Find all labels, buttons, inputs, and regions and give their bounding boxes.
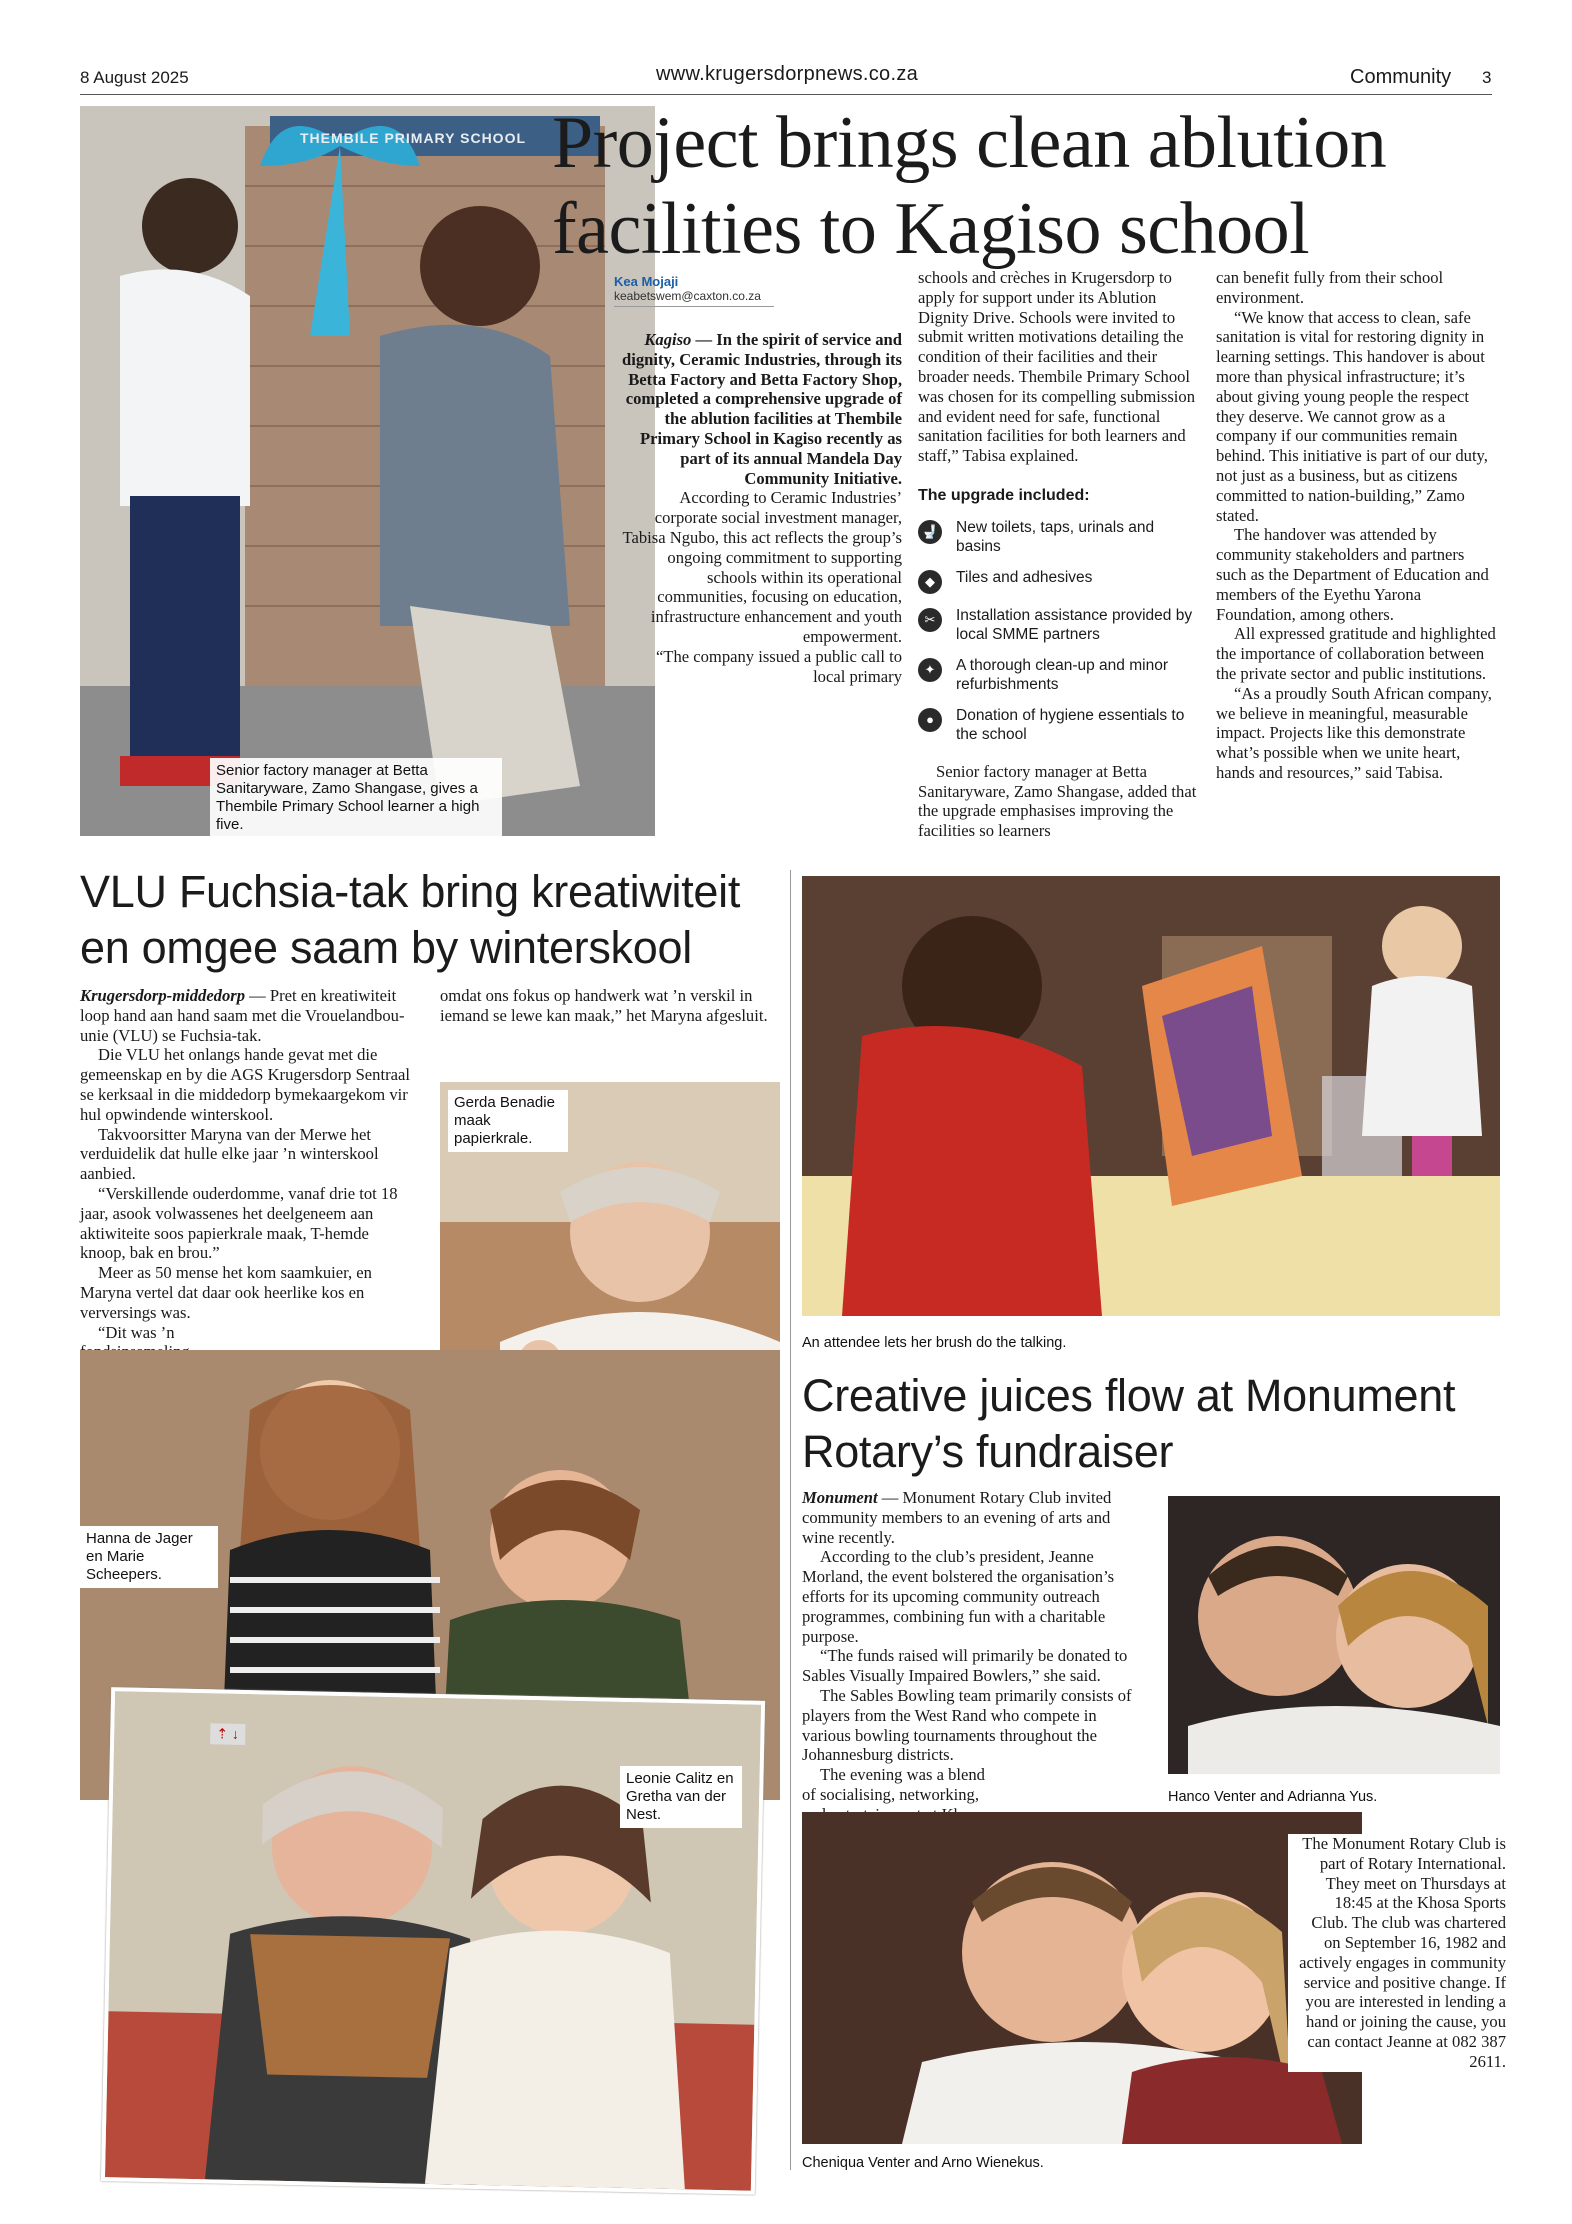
upgrade-list bbox=[918, 518, 1200, 744]
upgrade-item-text: A thorough clean-up and minor refurbishments bbox=[956, 656, 1168, 693]
article1-col2 bbox=[918, 268, 1200, 841]
upgrade-item bbox=[918, 706, 1200, 744]
byline-name: Kea Mojaji bbox=[614, 274, 679, 289]
paragraph: According to the club’s president, Jeanne Morland, the event bolstered the organisation’s efforts for its upcoming community outreach programmes, combining fun with a charitable purpose. bbox=[802, 1547, 1115, 1646]
upgrade-item-text: Tiles and adhesives bbox=[956, 568, 1093, 586]
tools-icon: ✂ bbox=[918, 608, 942, 632]
paragraph: “We know that access to clean, safe sanitation is vital for restoring dignity in learning settings. This handover is about more than physical infrastructure; it’s about giving young people the respect they deserve. We cannot grow as a company if our communities remain behind. This initiative is part of our duty, not just as a business, but as citizens committed to nation-building,” Zamo stated. bbox=[1216, 307, 1488, 525]
paragraph: — Pret en kreatiwiteit loop hand aan hand saam met die Vrouelandbou-unie (VLU) se Fuchsia-tak. bbox=[80, 986, 405, 1045]
caption-hanco: Hanco Venter and Adrianna Yus. bbox=[1168, 1789, 1378, 1805]
paragraph: Die VLU het onlangs hande gevat met die gemeenskap en by die AGS Krugersdorp Sentraal se kerksaal in die middedorp bymekaargekom vir hul opwindende winterskool. bbox=[80, 1045, 410, 1124]
column-divider bbox=[790, 870, 791, 2170]
upgrade-item-text: New toilets, taps, urinals and basins bbox=[956, 518, 1155, 555]
paragraph: omdat ons fokus op handwerk wat ’n verskil in iemand se lewe kan maak,” het Maryna afgesluit. bbox=[440, 986, 768, 1025]
headline-line1: VLU Fuchsia-tak bring kreatiwiteit bbox=[80, 866, 741, 917]
paragraph: The Sables Bowling team primarily consists of players from the West Rand who compete in various bowling tournaments throughout the Johannesburg districts. bbox=[802, 1685, 1132, 1765]
article1-col1 bbox=[620, 330, 902, 686]
issue-date: 8 August 2025 bbox=[80, 68, 189, 87]
site-url[interactable]: www.krugersdorpnews.co.za bbox=[656, 63, 919, 85]
paragraph: “Verskillende ouderdomme, vanaf drie tot 18 jaar, asook volwassenes het deelgeneem aan aktiwiteite soos papierkrale maak, T-hemde knoop, bak en brou.” bbox=[80, 1183, 398, 1263]
exit-sign: ⇡ ↓ bbox=[210, 1723, 245, 1745]
toilet-icon: 🚽 bbox=[918, 520, 942, 544]
photo-caption: Senior factory manager at Betta Sanitaryware, Zamo Shangase, gives a Thembile Primary School learner a high five. bbox=[210, 758, 502, 836]
tiles-icon: ◆ bbox=[918, 570, 942, 594]
article2-col2 bbox=[440, 986, 780, 1026]
hygiene-icon: ● bbox=[918, 708, 942, 732]
article1-col3 bbox=[1216, 268, 1496, 783]
leonie-gretha-photo bbox=[101, 1687, 765, 2195]
paragraph: According to Ceramic Industries’ corporate social investment manager, Tabisa Ngubo, this act reflects the group’s ongoing commitment to supporting schools within its operational communities, focusing on education, infrastructure enhancement and youth empowerment. bbox=[622, 488, 902, 646]
cleaning-icon: ✦ bbox=[918, 658, 942, 682]
caption-leonie: Leonie Calitz en Gretha van der Nest. bbox=[620, 1766, 742, 1828]
headline-article3 bbox=[802, 1368, 1502, 1480]
upgrade-box bbox=[918, 486, 1200, 744]
paragraph: — Monument Rotary Club invited community members to an evening of arts and wine recently. bbox=[802, 1488, 1112, 1547]
headline-line2: Rotary’s fundraiser bbox=[802, 1426, 1174, 1477]
paragraph: Takvoorsitter Maryna van der Merwe het verduidelik dat hulle elke jaar ’n winterskool aanbied. bbox=[80, 1124, 379, 1184]
paragraph: “The funds raised will primarily be donated to Sables Visually Impaired Bowlers,” she said. bbox=[802, 1646, 1128, 1686]
paragraph: The Monument Rotary Club is part of Rotary International. They meet on Thursdays at 18:45 at the Khosa Sports Club. The club was chartered on September 16, 1982 and actively engages in community service and positive change. If you are interested in lending a hand or joining the cause, you can contact Jeanne at 082 387 2611. bbox=[1299, 1834, 1506, 2071]
hanco-adrianna-photo bbox=[1168, 1496, 1500, 1774]
byline-rule bbox=[614, 306, 774, 307]
page-number: 3 bbox=[1482, 68, 1492, 87]
paragraph: The evening was a blend of socialising, networking, bbox=[802, 1765, 985, 1804]
caption-painting: An attendee lets her brush do the talking. bbox=[802, 1335, 1067, 1351]
paragraph: Senior factory manager at Betta Sanitaryware, Zamo Shangase, added that the upgrade emphasises improving the facilities so learners bbox=[918, 761, 1197, 841]
caption-gerda: Gerda Benadie maak papierkrale. bbox=[448, 1090, 568, 1152]
paragraph: schools and crèches in Krugersdorp to apply for support under its Ablution Dignity Drive. Schools were invited to submit written motivations detailing the condition of their facilities and their broader needs. Thembile Primary School was chosen for its compelling submission and evident need for safe, functional sanitation facilities for both learners and staff,” Tabisa explained. bbox=[918, 268, 1195, 466]
caption-hanna: Hanna de Jager en Marie Scheepers. bbox=[80, 1526, 218, 1588]
upgrade-item bbox=[918, 518, 1200, 556]
hanco-adrianna-illustration bbox=[1168, 1496, 1500, 1774]
dateline: Monument bbox=[802, 1488, 878, 1507]
upgrade-item-text: Donation of hygiene essentials to the school bbox=[956, 706, 1185, 743]
paragraph: “Dit was ’n bbox=[98, 1322, 175, 1342]
school-sign: THEMBILE PRIMARY SCHOOL bbox=[300, 130, 527, 146]
upgrade-item bbox=[918, 606, 1200, 644]
paragraph: The handover was attended by community stakeholders and partners such as the Department of Education and members of the Eyethu Yarona Foundation, among others. bbox=[1216, 525, 1489, 624]
painting-attendee-photo bbox=[802, 876, 1500, 1316]
cheniqua-arno-illustration bbox=[802, 1812, 1362, 2144]
article3-col2 bbox=[1288, 1834, 1506, 2072]
section-label: Community bbox=[1350, 66, 1452, 88]
dateline: Kagiso bbox=[644, 330, 692, 349]
paragraph: “The company issued a public call to local primary bbox=[655, 646, 902, 686]
headline-line2: facilities to Kagiso school bbox=[552, 188, 1310, 270]
lead-paragraph: — In the spirit of service and dignity, Ceramic Industries, through its Betta Factory and Betta Factory Shop, completed a comprehensive upgrade of the ablution facilities at Thembile Primary School in Kagiso recently as part of its annual Mandela Day Community Initiative. bbox=[622, 330, 902, 488]
paragraph: “As a proudly South African company, we believe in meaningful, measurable impact. Projects like this demonstrate what’s possible when we unite heart, hands and resources,” said Tabisa. bbox=[1216, 683, 1492, 782]
cheniqua-arno-photo bbox=[802, 1812, 1362, 2144]
header-rule bbox=[80, 94, 1492, 95]
upgrade-item-text: Installation assistance provided by local SMME partners bbox=[956, 606, 1193, 643]
headline-line1: Creative juices flow at Monument bbox=[802, 1370, 1456, 1421]
dateline: Krugersdorp-middedorp bbox=[80, 986, 246, 1005]
painting-illustration bbox=[802, 876, 1500, 1316]
caption-cheniqua: Cheniqua Venter and Arno Wienekus. bbox=[802, 2155, 1044, 2171]
byline bbox=[614, 274, 774, 307]
paragraph: can benefit fully from their school environment. bbox=[1216, 268, 1444, 307]
upgrade-heading: The upgrade included: bbox=[918, 486, 1090, 504]
upgrade-item bbox=[918, 568, 1200, 594]
paragraph: All expressed gratitude and highlighted the importance of collaboration between the private sector and public institutions. bbox=[1216, 624, 1496, 683]
headline-article2 bbox=[80, 864, 780, 976]
headline-article1 bbox=[552, 100, 1512, 272]
headline-line1: Project brings clean ablution bbox=[552, 102, 1387, 184]
byline-email[interactable]: keabetswem@caxton.co.za bbox=[614, 289, 761, 303]
upgrade-item bbox=[918, 656, 1200, 694]
headline-line2: en omgee saam by winterskool bbox=[80, 922, 692, 973]
paragraph: Meer as 50 mense het kom saamkuier, en Maryna vertel dat daar ook heerlike kos en verversings was. bbox=[80, 1263, 372, 1322]
